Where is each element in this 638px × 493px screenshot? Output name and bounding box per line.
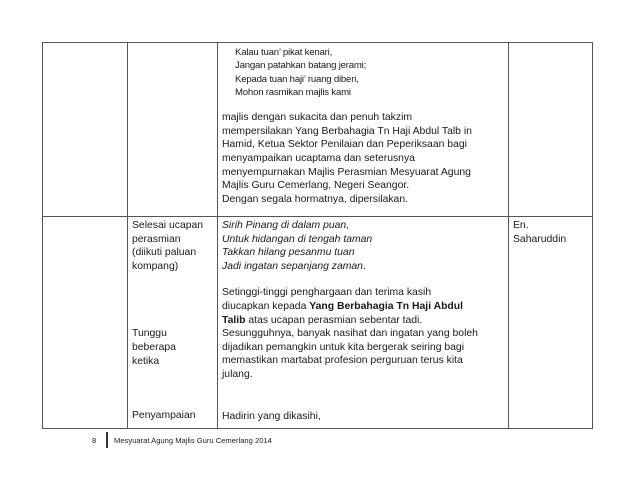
pantun-line: Jangan patahkan batang jerami;: [235, 60, 367, 72]
pantun-line: Kalau tuan’ pikat kenari,: [235, 47, 333, 58]
text-line: Sesungguhnya, banyak nasihat dan ingatan yang boleh: [222, 328, 478, 340]
text-line: Hadirin yang dikasihi,: [222, 410, 321, 422]
activity-item-wait: Tunggu beberapa ketika: [132, 328, 176, 367]
activity-item-presentation: Penyampaian: [132, 410, 196, 422]
activity-list: [128, 217, 217, 425]
text-line: menyempurnakan Majlis Perasmian Mesyuarat Agung: [222, 166, 471, 178]
table-row: [43, 217, 593, 429]
text-line: majlis dengan sukacita dan penuh takzim: [222, 112, 413, 124]
time-cell: [43, 217, 128, 429]
activity-cell: [128, 43, 218, 217]
text-line: Setinggi-tinggi penghargaan dan terima kasih: [222, 287, 432, 299]
activity-item-closing: Selesai ucapan perasmian (diikuti paluan kompang): [132, 220, 204, 272]
pantun-line: Takkan hilang pesanmu tuan: [222, 247, 355, 259]
pantun-line: Untuk hidangan di tengah taman: [222, 233, 373, 245]
text-line: julang.: [222, 368, 253, 380]
script-cell: [218, 43, 509, 217]
pantun-line: Mohon rasmikan majlis kami: [235, 86, 351, 98]
page-number: 8: [92, 436, 97, 445]
pantun-line: Kepada tuan haji’ ruang diberi,: [235, 73, 359, 85]
pantun-line: Sirih Pinang di dalam puan,: [222, 220, 350, 231]
activity-cell: [128, 217, 218, 429]
text-line: Majlis Guru Cemerlang, Negeri Seangor.: [222, 180, 410, 192]
text-line: dijadikan pemangkin untuk kita bergerak seiring bagi: [222, 341, 465, 353]
page-footer: [92, 436, 272, 445]
person-cell: [509, 43, 593, 217]
time-cell: [43, 43, 128, 217]
text-line: mempersilakan Yang Berbahagia Tn Haji Abdul Talb in: [222, 125, 472, 137]
program-table: [42, 42, 593, 429]
footer-divider: [106, 432, 108, 448]
text-line: diucapkan kepada Yang Berbahagia Tn Haji Abdul: [222, 300, 464, 312]
footer-title: Mesyuarat Agung Majlis Guru Cemerlang 2014: [114, 436, 272, 445]
text-line: memastikan martabat profesion perguruan terus kita: [222, 355, 463, 367]
person-cell: [509, 217, 593, 429]
text-line: menyampaikan ucaptama dan seterusnya: [222, 152, 415, 164]
text-line: Hamid, Ketua Sektor Penilaian dan Peperiksaan bagi: [222, 139, 467, 151]
text-line: Talib atas ucapan perasmian sebentar tadi.: [222, 314, 423, 326]
script-text: [218, 217, 508, 425]
script-cell: [218, 217, 509, 429]
table-row: [43, 43, 593, 217]
text-line: Dengan segala hormatnya, dipersilakan.: [222, 193, 408, 205]
pantun-line: Jadi ingatan sepanjang zaman.: [222, 260, 366, 272]
opening-pantun: [218, 43, 508, 99]
person-in-charge: En. Saharuddin: [513, 220, 567, 245]
invitation-paragraph: [218, 111, 508, 208]
